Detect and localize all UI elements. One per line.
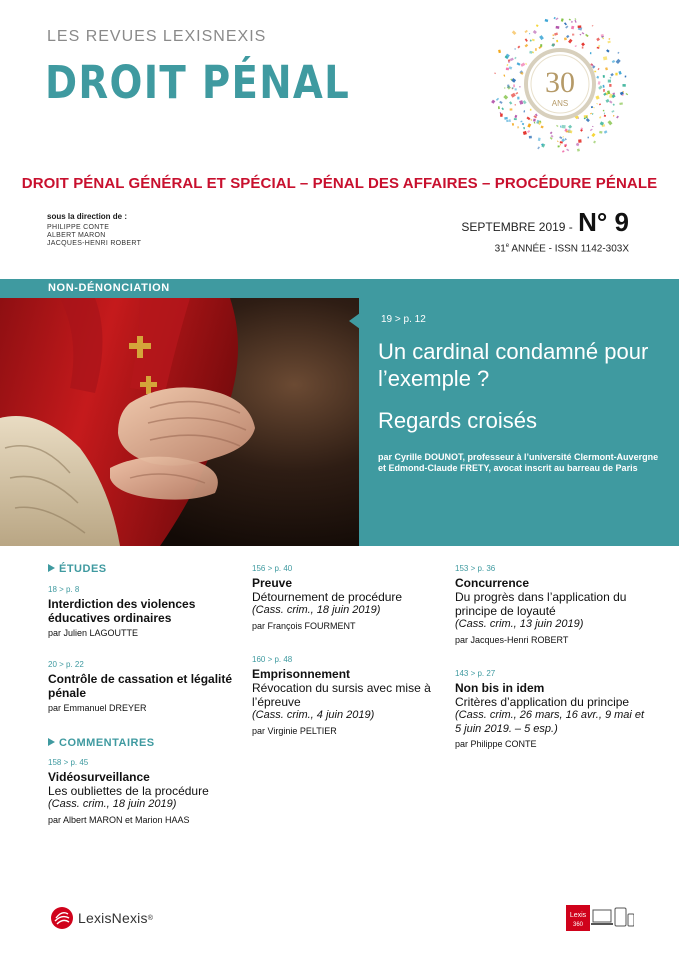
confetti-piece bbox=[616, 59, 621, 64]
confetti-piece bbox=[604, 130, 608, 133]
toc-author: par Emmanuel DREYER bbox=[48, 703, 147, 713]
confetti-piece bbox=[569, 130, 572, 133]
section-etudes-label: ÉTUDES bbox=[59, 563, 107, 575]
issue-block bbox=[461, 207, 629, 238]
confetti-piece bbox=[556, 125, 559, 127]
confetti-piece bbox=[560, 144, 562, 145]
issue-year-rest: ANNÉE - ISSN 1142-303X bbox=[509, 243, 629, 255]
confetti-piece bbox=[506, 68, 509, 71]
anniversary-number: 30 bbox=[545, 66, 575, 99]
confetti-piece bbox=[618, 71, 621, 75]
toc-author: par François FOURMENT bbox=[252, 620, 356, 631]
toc-author: par Virginie PELTIER bbox=[252, 725, 337, 736]
confetti-piece bbox=[508, 61, 510, 62]
confetti-piece bbox=[557, 141, 559, 143]
confetti-piece bbox=[582, 47, 584, 49]
confetti-piece bbox=[593, 107, 595, 109]
toc-title: Emprisonnement bbox=[252, 667, 351, 681]
confetti-piece bbox=[503, 95, 508, 100]
confetti-piece bbox=[598, 81, 601, 85]
confetti-piece bbox=[554, 32, 558, 35]
confetti-piece bbox=[501, 107, 504, 110]
confetti-piece bbox=[525, 38, 528, 41]
confetti-piece bbox=[500, 113, 503, 117]
confetti-piece bbox=[616, 116, 619, 119]
feature-authors: par Cyrille DOUNOT, professeur à l’université Clermont-Auvergne et Edmond-Claude FRETY, avocat inscrit au barreau de Paris bbox=[378, 452, 659, 473]
confetti-piece bbox=[499, 101, 502, 104]
cardinal-hands-image bbox=[0, 298, 359, 546]
confetti-piece bbox=[556, 40, 558, 42]
section-commentaires bbox=[48, 737, 155, 749]
confetti-piece bbox=[609, 38, 611, 40]
confetti-piece bbox=[574, 20, 576, 23]
toc-ref: 153 > p. 36 bbox=[455, 564, 496, 573]
confetti-piece bbox=[533, 30, 537, 34]
toc-entry[interactable] bbox=[48, 758, 238, 825]
confetti-piece bbox=[564, 22, 567, 25]
director-name: PHILIPPE CONTE bbox=[47, 224, 110, 231]
confetti-piece bbox=[532, 39, 535, 42]
confetti-piece bbox=[514, 115, 517, 118]
toc-author: par Julien LAGOUTTE bbox=[48, 628, 139, 638]
triangle-icon bbox=[48, 738, 55, 746]
confetti-piece bbox=[512, 123, 514, 126]
confetti-piece bbox=[575, 18, 577, 20]
confetti-piece bbox=[550, 132, 553, 135]
confetti-piece bbox=[530, 40, 532, 42]
confetti-piece bbox=[566, 35, 569, 38]
confetti-piece bbox=[511, 93, 516, 98]
confetti-piece bbox=[580, 34, 582, 36]
confetti-piece bbox=[541, 126, 544, 129]
lexis360-devices-icon bbox=[566, 905, 634, 931]
toc-author: par Jacques-Henri ROBERT bbox=[455, 634, 569, 645]
confetti-piece bbox=[491, 100, 495, 104]
confetti-piece bbox=[525, 63, 527, 65]
confetti-piece bbox=[609, 77, 611, 79]
confetti-piece bbox=[564, 37, 567, 40]
confetti-piece bbox=[595, 95, 599, 99]
confetti-piece bbox=[510, 58, 514, 62]
confetti-piece bbox=[503, 74, 505, 76]
journal-title: DROIT PÉNAL bbox=[45, 56, 351, 109]
confetti-piece bbox=[561, 18, 564, 21]
director-name: ALBERT MARON bbox=[47, 232, 106, 239]
confetti-piece bbox=[575, 45, 577, 47]
confetti-piece bbox=[610, 73, 613, 76]
confetti-piece bbox=[607, 41, 610, 44]
toc-entry[interactable] bbox=[48, 585, 238, 638]
confetti-piece bbox=[609, 84, 611, 87]
confetti-piece bbox=[590, 129, 593, 131]
confetti-piece bbox=[613, 103, 615, 105]
confetti-piece bbox=[522, 123, 524, 125]
confetti-piece bbox=[508, 59, 511, 61]
confetti-piece bbox=[517, 97, 519, 100]
issue-year-number: 31 bbox=[494, 243, 506, 255]
toc-title: Preuve bbox=[252, 576, 293, 590]
toc-ref: 160 > p. 48 bbox=[252, 655, 293, 664]
confetti-piece bbox=[556, 26, 560, 29]
feature-arrow bbox=[349, 313, 360, 329]
feature-title: Un cardinal condamné pour l’exemple ? bbox=[378, 339, 649, 391]
confetti-piece bbox=[599, 131, 602, 134]
confetti-piece bbox=[622, 84, 625, 87]
toc-desc: Détournement de procédure bbox=[252, 590, 403, 604]
confetti-piece bbox=[588, 137, 589, 139]
confetti-piece bbox=[512, 30, 517, 35]
confetti-piece bbox=[517, 126, 519, 128]
confetti-piece bbox=[515, 92, 518, 95]
confetti-piece bbox=[530, 119, 532, 121]
confetti-piece bbox=[529, 136, 532, 139]
confetti-piece bbox=[578, 139, 582, 143]
direction-heading: sous la direction de : bbox=[47, 212, 128, 221]
confetti-piece bbox=[520, 63, 525, 67]
confetti-piece bbox=[577, 149, 580, 152]
confetti-piece bbox=[517, 62, 521, 65]
confetti-piece bbox=[591, 133, 595, 137]
confetti-piece bbox=[606, 49, 610, 52]
confetti-piece bbox=[524, 30, 527, 33]
confetti-piece bbox=[596, 76, 599, 79]
toc-entry[interactable] bbox=[252, 564, 442, 631]
confetti-piece bbox=[552, 34, 554, 36]
confetti-piece bbox=[558, 145, 560, 147]
confetti-piece bbox=[572, 34, 574, 36]
confetti-piece bbox=[565, 26, 568, 29]
confetti-piece bbox=[563, 136, 564, 137]
reg-mark: ® bbox=[147, 914, 153, 922]
toc-ref: 143 > p. 27 bbox=[455, 669, 496, 678]
confetti-piece bbox=[599, 103, 601, 105]
confetti-piece bbox=[603, 75, 605, 78]
section-etudes bbox=[48, 563, 107, 575]
topic-bar: NON-DÉNONCIATION bbox=[0, 279, 359, 298]
confetti-piece bbox=[609, 94, 613, 99]
confetti-piece bbox=[562, 150, 565, 152]
toc-ref: 156 > p. 40 bbox=[252, 564, 293, 573]
confetti-piece bbox=[514, 57, 516, 59]
confetti-piece bbox=[608, 80, 611, 83]
lexisnexis-logo-text: LexisNexis bbox=[78, 910, 148, 926]
confetti-piece bbox=[515, 88, 517, 90]
confetti-piece bbox=[498, 50, 501, 54]
confetti-piece bbox=[509, 66, 513, 69]
toc-entry[interactable] bbox=[48, 660, 238, 713]
toc-desc: Du progrès dans l’application du principe de loyauté bbox=[455, 590, 627, 618]
confetti-piece bbox=[603, 85, 605, 88]
confetti-piece bbox=[536, 24, 539, 27]
director-name: JACQUES-HENRI ROBERT bbox=[47, 240, 142, 247]
confetti-piece bbox=[519, 100, 523, 104]
toc-desc: Critères d’application du principe bbox=[455, 695, 630, 709]
confetti-piece bbox=[603, 89, 605, 92]
confetti-piece bbox=[526, 117, 530, 121]
anniversary-unit: ANS bbox=[551, 99, 569, 108]
lexisnexis-logo-icon bbox=[50, 906, 74, 930]
toc-title: Interdiction des violences éducatives ordinaires bbox=[48, 597, 196, 625]
toc-entry[interactable] bbox=[252, 655, 442, 736]
issue-number: N° 9 bbox=[578, 207, 629, 237]
confetti-piece bbox=[515, 104, 516, 105]
triangle-icon bbox=[48, 564, 55, 572]
confetti-piece bbox=[603, 56, 607, 60]
confetti-piece bbox=[539, 35, 544, 40]
confetti-piece bbox=[590, 52, 591, 54]
confetti-piece bbox=[605, 67, 608, 70]
confetti-piece bbox=[529, 33, 530, 34]
toc-desc: Révocation du sursis avec mise à l’épreuve bbox=[252, 681, 431, 709]
confetti-piece bbox=[596, 103, 598, 104]
confetti-piece bbox=[560, 141, 563, 143]
confetti-piece bbox=[611, 110, 614, 113]
confetti-piece bbox=[593, 141, 596, 144]
confetti-piece bbox=[584, 118, 586, 120]
confetti-piece bbox=[568, 125, 572, 129]
confetti-piece bbox=[537, 146, 540, 149]
toc-title: Non bis in idem bbox=[455, 681, 545, 695]
toc-entry[interactable] bbox=[455, 564, 645, 645]
toc-case: (Cass. crim., 4 juin 2019) bbox=[252, 709, 375, 721]
confetti-piece bbox=[509, 101, 512, 104]
confetti-piece bbox=[590, 113, 592, 115]
section-commentaires-label: COMMENTAIRES bbox=[59, 737, 155, 749]
confetti-piece bbox=[601, 34, 604, 37]
toc-ref: 158 > p. 45 bbox=[48, 758, 89, 767]
confetti-piece bbox=[523, 110, 525, 112]
toc-author: par Philippe CONTE bbox=[455, 739, 537, 749]
confetti-piece bbox=[530, 109, 532, 111]
confetti-piece bbox=[523, 127, 525, 129]
confetti-piece bbox=[506, 64, 508, 66]
confetti-piece bbox=[511, 78, 516, 83]
confetti-piece bbox=[591, 106, 593, 108]
confetti-piece bbox=[597, 68, 599, 70]
series-name: LES REVUES LEXISNEXIS bbox=[47, 28, 267, 45]
confetti-piece bbox=[605, 99, 609, 103]
confetti-piece bbox=[498, 106, 500, 109]
lexisnexis-logo[interactable] bbox=[50, 906, 153, 930]
confetti-piece bbox=[592, 113, 594, 115]
confetti-piece bbox=[538, 138, 541, 142]
confetti-piece bbox=[525, 44, 529, 48]
toc-title: Concurrence bbox=[455, 576, 530, 590]
confetti-piece bbox=[555, 17, 558, 20]
issue-date: SEPTEMBRE 2019 - bbox=[461, 220, 577, 234]
confetti-piece bbox=[564, 145, 566, 147]
confetti-piece bbox=[545, 19, 549, 22]
confetti-piece bbox=[578, 25, 582, 28]
confetti-piece bbox=[517, 46, 520, 49]
confetti-piece bbox=[506, 120, 509, 122]
confetti-piece bbox=[592, 126, 593, 127]
toc-ref: 20 > p. 22 bbox=[48, 660, 84, 669]
toc-case: (Cass. crim., 18 juin 2019) bbox=[48, 798, 177, 810]
confetti-piece bbox=[594, 71, 596, 73]
confetti-piece bbox=[514, 48, 516, 50]
feature-photo bbox=[0, 298, 359, 546]
confetti-piece bbox=[527, 130, 530, 133]
confetti-piece bbox=[554, 17, 556, 19]
confetti-piece bbox=[494, 72, 496, 74]
confetti-piece bbox=[612, 60, 615, 63]
confetti-piece bbox=[582, 32, 585, 34]
toc-desc: Les oubliettes de la procédure bbox=[48, 784, 209, 798]
confetti-piece bbox=[540, 44, 542, 47]
confetti-piece bbox=[569, 19, 571, 21]
confetti-piece bbox=[513, 84, 515, 87]
confetti-piece bbox=[514, 118, 517, 120]
confetti-piece bbox=[519, 86, 520, 87]
feature-ref: 19 > p. 12 bbox=[381, 314, 426, 325]
toc-case: (Cass. crim., 26 mars, 16 avr., 9 mai et 5 juin 2019. – 5 esp.) bbox=[455, 709, 645, 735]
confetti-piece bbox=[609, 100, 612, 103]
confetti-piece bbox=[571, 26, 574, 30]
confetti-piece bbox=[504, 117, 508, 120]
confetti-piece bbox=[576, 143, 580, 147]
toc-case: (Cass. crim., 13 juin 2019) bbox=[455, 618, 584, 630]
confetti-piece bbox=[617, 52, 619, 54]
confetti-piece bbox=[625, 76, 627, 78]
confetti-piece bbox=[533, 119, 536, 122]
confetti-piece bbox=[520, 121, 522, 123]
toc-title: Contrôle de cassation et légalité pénale bbox=[48, 672, 233, 700]
confetti-piece bbox=[592, 25, 594, 27]
confetti-piece bbox=[602, 37, 604, 39]
confetti-piece bbox=[598, 45, 600, 48]
confetti-piece bbox=[509, 119, 511, 122]
toc-author: par Albert MARON et Marion HAAS bbox=[48, 814, 190, 825]
lexis360-label: Lexis bbox=[569, 912, 587, 919]
confetti-piece bbox=[571, 21, 573, 23]
confetti-piece bbox=[604, 112, 605, 114]
feature-subtitle: Regards croisés bbox=[378, 408, 537, 433]
issue-year-sup: e bbox=[505, 243, 510, 249]
confetti-piece bbox=[568, 39, 572, 44]
toc-title: Vidéosurveillance bbox=[48, 770, 150, 784]
journal-subtitle: DROIT PÉNAL GÉNÉRAL ET SPÉCIAL – PÉNAL DES AFFAIRES – PROCÉDURE PÉNALE bbox=[21, 175, 658, 192]
confetti-piece bbox=[523, 131, 527, 135]
confetti-piece bbox=[599, 116, 601, 119]
confetti-piece bbox=[529, 51, 532, 54]
confetti-piece bbox=[619, 102, 623, 105]
confetti-piece bbox=[535, 48, 537, 51]
confetti-piece bbox=[496, 98, 499, 101]
toc-case: (Cass. crim., 18 juin 2019) bbox=[252, 604, 381, 616]
confetti-piece bbox=[604, 115, 606, 117]
confetti-piece bbox=[504, 87, 505, 89]
toc-entry[interactable] bbox=[455, 669, 645, 749]
confetti-piece bbox=[613, 115, 615, 117]
confetti-piece bbox=[510, 108, 513, 110]
confetti-piece bbox=[534, 122, 536, 124]
confetti-piece bbox=[608, 120, 613, 125]
confetti-piece bbox=[596, 38, 600, 42]
toc-ref: 18 > p. 8 bbox=[48, 585, 80, 594]
confetti-piece bbox=[527, 123, 531, 127]
confetti-piece bbox=[581, 42, 585, 46]
confetti-piece bbox=[603, 110, 604, 111]
anniversary-badge bbox=[490, 14, 630, 154]
confetti-piece bbox=[561, 125, 565, 129]
confetti-piece bbox=[615, 73, 617, 76]
lexis360-number: 360 bbox=[572, 922, 584, 928]
confetti-piece bbox=[566, 149, 569, 152]
confetti-piece bbox=[560, 126, 561, 128]
confetti-piece bbox=[586, 118, 590, 122]
confetti-piece bbox=[598, 85, 603, 89]
confetti-piece bbox=[626, 93, 629, 95]
issue-info bbox=[495, 243, 629, 254]
